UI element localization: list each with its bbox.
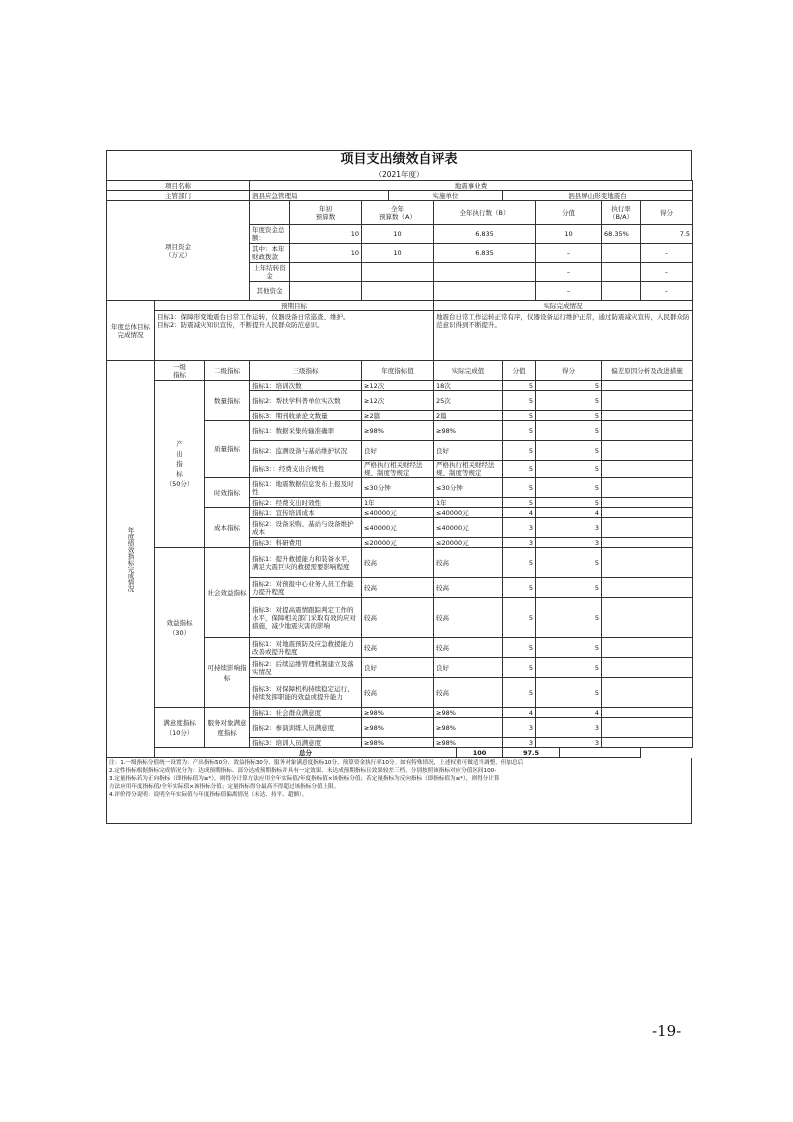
funds-points: – [641, 263, 693, 282]
funds-full-year: 10 [362, 244, 434, 263]
funds-points: 7.5 [641, 225, 693, 244]
deviation-reason [602, 421, 693, 441]
indicator-target: 良好 [362, 658, 434, 678]
level3-indicator-name: 指标3：期刊收录论文数量 [250, 411, 362, 421]
indicator-score: 5 [503, 381, 536, 391]
actual-header: 实际完成值 [434, 361, 503, 381]
deviation-reason [602, 498, 693, 508]
indicator-target: 1年 [362, 498, 434, 508]
deviation-reason [602, 518, 693, 538]
level3-indicator-name: 指标1：数据采集传输准确率 [250, 421, 362, 441]
indicator-actual: 较高 [434, 548, 503, 578]
indicator-points: 4 [536, 708, 602, 718]
funds-score: – [536, 263, 602, 282]
indicator-actual: 较高 [434, 578, 503, 598]
indicator-target: 较高 [362, 578, 434, 598]
indicator-actual: 1年 [434, 498, 503, 508]
indicator-points: 5 [536, 578, 602, 598]
indicator-actual: ≤30分钟 [434, 478, 503, 498]
indicator-actual: ≥98% [434, 718, 503, 738]
funds-points: – [641, 282, 693, 301]
indicator-actual: 良好 [434, 441, 503, 461]
indicator-actual: 较高 [434, 598, 503, 638]
indicator-score: 3 [503, 718, 536, 738]
level3-indicator-name: 指标1：对地震预防及应急救援能力改善或提升程度 [250, 638, 362, 658]
indicator-target: ≤20000元 [362, 538, 434, 548]
funds-executed [434, 263, 536, 282]
funds-full-year [362, 263, 434, 282]
level3-indicator-name: 指标3：对提高震情跟踪判定工作的水平，保障相关部门采取有效的应对措施，减少地震灾害的影响 [250, 598, 362, 638]
indicator-target: ≥2篇 [362, 411, 434, 421]
funds-rate [602, 244, 641, 263]
funds-score-header: 分值 [536, 201, 602, 225]
funds-row-label: 其中：本年财政拨款 [250, 244, 290, 263]
execution-rate-header: 执行率 （B/A） [602, 201, 641, 225]
indicator-score: 5 [503, 678, 536, 708]
funds-row-label: 上年结转资金 [250, 263, 290, 282]
deviation-reason [602, 548, 693, 578]
indicator-points: 3 [536, 538, 602, 548]
funds-row-label: 年度资金总额： [250, 225, 290, 244]
indicator-score: 5 [503, 578, 536, 598]
indicator-actual: ≤20000元 [434, 538, 503, 548]
indicator-score: 5 [503, 598, 536, 638]
indicator-score: 5 [503, 658, 536, 678]
indicator-score: 3 [503, 738, 536, 748]
indicator-points: 5 [536, 598, 602, 638]
deviation-reason [602, 381, 693, 391]
funds-executed: 6.835 [434, 244, 536, 263]
note-line: 方法应用年度指标值/全年实际值×该指标分值；定量指标得分最高不得超过该指标分值上限。 [109, 784, 340, 790]
annual-goals-label: 年度总体目标完成情况 [107, 301, 155, 361]
indicator-score: 5 [503, 421, 536, 441]
level3-indicator-name: 指标2：参演训练人员满意度 [250, 718, 362, 738]
executed-header: 全年执行数（B） [434, 201, 536, 225]
indicator-points: 5 [536, 381, 602, 391]
funds-label-line1: 项目资金 [165, 242, 191, 251]
funds-score: – [536, 282, 602, 301]
points-header: 得分 [536, 361, 602, 381]
funds-row-label: 其他资金 [250, 282, 290, 301]
project-name-label: 项目名称 [107, 181, 250, 191]
indicator-target: 严格执行相关财经法规、制度等规定 [362, 461, 434, 478]
deviation-reason [602, 718, 693, 738]
indicator-score: 3 [503, 518, 536, 538]
full-year-budget-header: 全年 预算数（A） [362, 201, 434, 225]
level1-indicator: 产 出 指 标 （50分） [155, 381, 205, 548]
page-title: 项目支出绩效自评表 [106, 150, 692, 169]
level3-header: 三级指标 [250, 361, 362, 381]
indicator-points: 5 [536, 391, 602, 411]
total-score: 100 [457, 748, 503, 758]
deviation-reason [602, 508, 693, 518]
indicator-actual: ≥98% [434, 708, 503, 718]
planned-goals-text: 目标1：保障形变地震台日常工作运转，仪器设备日常巡查、维护。 目标2：防震减灾知识宣传，不断提升人民群众防范意识。 [155, 311, 434, 361]
indicator-score: 4 [503, 508, 536, 518]
implementing-unit-label: 实施单位 [389, 191, 503, 201]
deviation-reason [602, 441, 693, 461]
deviation-reason [602, 708, 693, 718]
level3-indicator-name: 指标3：对保障机构持续稳定运行、持续发挥职能的效益或提升能力 [250, 678, 362, 708]
funds-score: – [536, 244, 602, 263]
deviation-reason [602, 461, 693, 478]
indicator-actual: 严格执行相关财经法规、制度等规定 [434, 461, 503, 478]
indicator-target: ≥98% [362, 708, 434, 718]
level3-indicator-name: 指标2：后续运维管理机制建立及落实情况 [250, 658, 362, 678]
indicator-target: ≤40000元 [362, 518, 434, 538]
indicators-side-label: 年度绩效指标完成情况 [107, 361, 155, 758]
indicator-target: 较高 [362, 678, 434, 708]
deviation-reason [602, 478, 693, 498]
indicator-target: ≥12次 [362, 391, 434, 411]
funds-executed [434, 282, 536, 301]
indicator-score: 5 [503, 548, 536, 578]
level3-indicator-name: 指标3：培训人员满意度 [250, 738, 362, 748]
deviation-reason [602, 738, 693, 748]
level3-indicator-name: 指标1：提升救援能力和装备水平，满足大震巨灾的救援需要影响程度 [250, 548, 362, 578]
deviation-reason-header: 偏差原因分析及改进措施 [602, 361, 693, 381]
level2-header: 二级指标 [205, 361, 250, 381]
indicator-target: ≥12次 [362, 381, 434, 391]
funds-rate: 68.35% [602, 225, 641, 244]
funds-points-header: 得分 [641, 201, 693, 225]
indicator-actual: 较高 [434, 678, 503, 708]
indicator-points: 5 [536, 548, 602, 578]
indicator-points: 5 [536, 678, 602, 708]
indicator-actual: 2篇 [434, 411, 503, 421]
level2-indicator: 数量指标 [205, 381, 250, 421]
indicator-row [107, 381, 693, 391]
funds-label [107, 201, 250, 301]
funds-rate [602, 282, 641, 301]
indicator-score: 4 [503, 708, 536, 718]
initial-budget-header: 年初 预算数 [290, 201, 362, 225]
indicator-actual: 18次 [434, 381, 503, 391]
total-blank [560, 748, 641, 758]
year-subtitle: （2021年度） [106, 169, 692, 180]
total-points: 97.5 [503, 748, 560, 758]
indicator-points: 5 [536, 498, 602, 508]
indicator-actual: ≤40000元 [434, 508, 503, 518]
indicator-target: 较高 [362, 638, 434, 658]
indicator-actual: 25次 [434, 391, 503, 411]
indicator-points: 3 [536, 718, 602, 738]
level3-indicator-name: 指标1：社会群众满意度 [250, 708, 362, 718]
indicator-score: 5 [503, 441, 536, 461]
indicator-actual: ≥98% [434, 738, 503, 748]
level2-indicator: 时效指标 [205, 478, 250, 508]
indicator-score: 3 [503, 538, 536, 548]
indicator-score: 5 [503, 498, 536, 508]
level3-indicator-name: 指标1：培训次数 [250, 381, 362, 391]
indicator-target: ≥98% [362, 718, 434, 738]
planned-goals-header: 预期目标 [155, 301, 434, 311]
indicator-actual: ≥98% [434, 421, 503, 441]
level3-indicator-name: 指标1：地震数据信息发布上报及时性 [250, 478, 362, 498]
actual-completion-text: 地震台日常工作运转正常有序，仪器设备运行维护正常，通过防震减灾宣传，人民群众防范意识得到不断提升。 [434, 311, 693, 361]
funds-executed: 6.835 [434, 225, 536, 244]
indicator-points: 5 [536, 411, 602, 421]
notes [106, 758, 692, 824]
level1-indicator: 效益指标 （30） [155, 548, 205, 708]
department-label: 主管部门 [107, 191, 250, 201]
funds-header-blank [250, 201, 290, 225]
indicator-points: 3 [536, 738, 602, 748]
indicator-target: ≤30分钟 [362, 478, 434, 498]
funds-initial: 10 [290, 225, 362, 244]
level2-indicator: 成本指标 [205, 508, 250, 548]
indicator-target: ≥98% [362, 421, 434, 441]
project-name: 地震事业费 [250, 181, 693, 191]
department-value: 泗县应急管理局 [250, 191, 389, 201]
deviation-reason [602, 678, 693, 708]
indicator-points: 5 [536, 461, 602, 478]
funds-score: 10 [536, 225, 602, 244]
indicator-target: 良好 [362, 441, 434, 461]
indicator-target: 较高 [362, 598, 434, 638]
note-line: 注：1.一级指标分值统一设置为：产出指标50分、效益指标30分、服务对象满意度指标10分、预算资金执行率10分。如有特殊情况，上述权重可做适当调整，但加总后 [109, 760, 524, 766]
evaluation-table [106, 180, 693, 758]
note-line: 4.评价得分说明：说明全年实际值与年度指标值偏离情况（未达、持平、超额）。 [109, 792, 308, 798]
note-line: 2.定性指标根据指标完成情况分为：达成预期指标、部分达成预期指标并具有一定效果、未达成预期指标且效果较差三档，分别按照该指标对应分值区间100- [109, 768, 497, 774]
level2-indicator: 质量指标 [205, 421, 250, 478]
indicator-actual: 良好 [434, 658, 503, 678]
deviation-reason [602, 638, 693, 658]
indicator-row [107, 548, 693, 578]
level3-indicator-name: 指标3：科研费用 [250, 538, 362, 548]
funds-initial: 10 [290, 244, 362, 263]
indicator-score: 5 [503, 411, 536, 421]
level3-indicator-name: 指标3：：经费支出合规性 [250, 461, 362, 478]
indicator-score: 5 [503, 638, 536, 658]
funds-points: – [641, 244, 693, 263]
indicator-score: 5 [503, 478, 536, 498]
funds-rate [602, 263, 641, 282]
deviation-reason [602, 538, 693, 548]
level3-indicator-name: 指标2：经费支出时效性 [250, 498, 362, 508]
score-header: 分值 [503, 361, 536, 381]
total-label: 总分 [155, 748, 457, 758]
level2-indicator: 服务对象满意度指标 [205, 708, 250, 748]
level3-indicator-name: 指标2：监测设备与基站维护状况 [250, 441, 362, 461]
level3-indicator-name: 指标2：帮扶学科普单位实次数 [250, 391, 362, 411]
indicator-target: ≤40000元 [362, 508, 434, 518]
indicator-actual: 较高 [434, 638, 503, 658]
indicator-points: 5 [536, 421, 602, 441]
page-number: -19- [652, 1022, 682, 1040]
level1-indicator: 满意度指标 （10分） [155, 708, 205, 748]
indicator-target: 较高 [362, 548, 434, 578]
level2-indicator: 社会效益指标 [205, 548, 250, 638]
deviation-reason [602, 411, 693, 421]
indicator-points: 5 [536, 441, 602, 461]
deviation-reason [602, 578, 693, 598]
implementing-unit-value: 泗县屏山形变地震台 [503, 191, 693, 201]
deviation-reason [602, 391, 693, 411]
evaluation-sheet [106, 150, 692, 824]
funds-full-year [362, 282, 434, 301]
deviation-reason [602, 658, 693, 678]
level1-header: 一级 指标 [155, 361, 205, 381]
funds-initial [290, 263, 362, 282]
indicator-target: ≥98% [362, 738, 434, 748]
level3-indicator-name: 指标2：设备采购、基站与设备维护成本 [250, 518, 362, 538]
indicator-points: 4 [536, 508, 602, 518]
level3-indicator-name: 指标1：宣传培训成本 [250, 508, 362, 518]
level3-indicator-name: 指标2：对预报中心业务人员工作能力提升程度 [250, 578, 362, 598]
indicator-score: 5 [503, 391, 536, 411]
indicator-score: 5 [503, 461, 536, 478]
deviation-reason [602, 598, 693, 638]
funds-initial [290, 282, 362, 301]
funds-full-year: 10 [362, 225, 434, 244]
indicator-points: 5 [536, 478, 602, 498]
indicator-points: 3 [536, 518, 602, 538]
indicator-row [107, 708, 693, 718]
actual-completion-header: 实际完成情况 [434, 301, 693, 311]
note-line: 3.定量指标若为正向指标（即指标值为≥*），则得分计算方法应用全年实际值/年度指标值×该指标分值；若定量指标为反向指标（即指标值为≤*），则得分计算 [109, 776, 500, 782]
level2-indicator: 可持续影响指标 [205, 638, 250, 708]
target-header: 年度指标值 [362, 361, 434, 381]
indicator-points: 5 [536, 638, 602, 658]
indicator-actual: ≤40000元 [434, 518, 503, 538]
indicator-points: 5 [536, 658, 602, 678]
funds-label-line2: （万元） [165, 250, 191, 259]
